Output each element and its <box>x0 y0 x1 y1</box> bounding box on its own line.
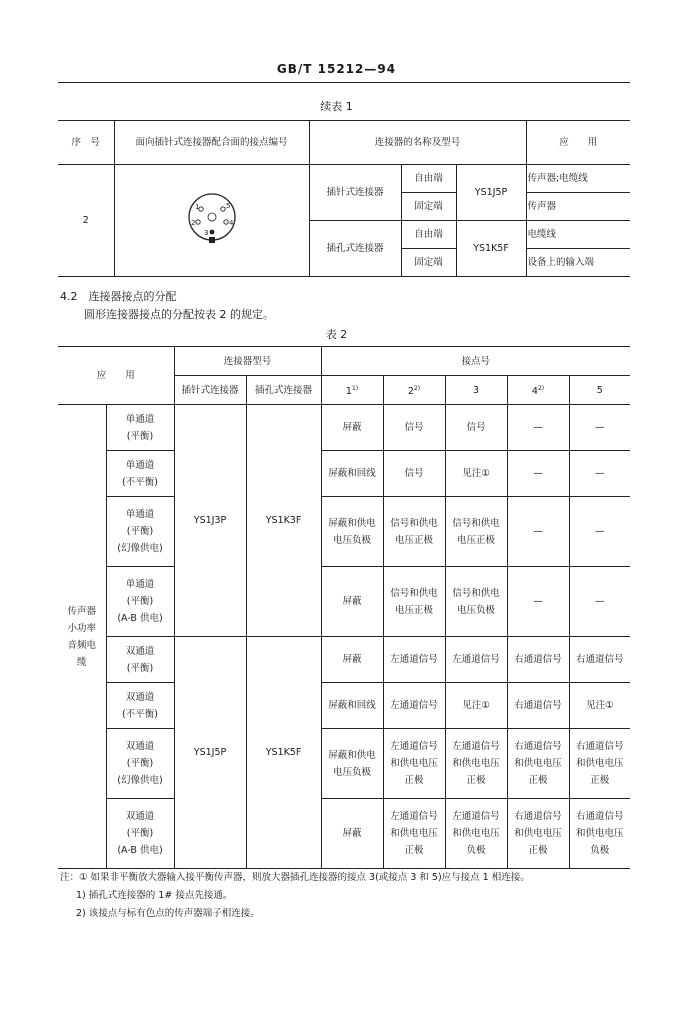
cell-line: 屏蔽和回线 <box>328 468 376 479</box>
pin-assignment-cell <box>569 729 630 799</box>
pin-label: 1 <box>194 203 199 211</box>
t1-model: YS1J5P <box>456 165 526 221</box>
pin-assignment-cell <box>569 451 630 497</box>
table-row <box>58 497 630 567</box>
connector-diagram <box>114 165 309 277</box>
t1-head-pins: 面向插针式连接器配合面的接点编号 <box>114 121 309 165</box>
cell-line: 右通道信号 <box>575 811 624 822</box>
cell-line: — <box>595 526 605 537</box>
application-cell <box>106 567 174 637</box>
t1-use: 电缆线 <box>526 221 630 249</box>
standard-number: GB/T 15212—94 <box>276 62 397 76</box>
pin-assignment-cell <box>383 683 445 729</box>
pin-model-cell: YS1J3P <box>174 405 246 637</box>
cell-line: — <box>533 596 543 607</box>
category-line: 小功率 <box>67 622 96 634</box>
cell-line: 信号 <box>466 422 486 433</box>
cell-line: 左通道信号 <box>452 811 500 822</box>
table2 <box>58 346 630 869</box>
t2-head-socket-type: 插孔式连接器 <box>246 376 321 405</box>
pin-number-header <box>507 376 569 405</box>
cell-line: 电压正极 <box>394 534 433 546</box>
pin-assignment-cell <box>445 451 507 497</box>
header-rule <box>58 82 630 83</box>
pin-assignment-cell <box>507 729 569 799</box>
application-cell <box>106 799 174 869</box>
cell-line: 正极 <box>404 845 424 856</box>
cell-line: 正极 <box>528 775 548 786</box>
pin-assignment-cell <box>445 405 507 451</box>
application-cell <box>106 497 174 567</box>
note-3: 2) 该接点与标有色点的传声器端子相连接。 <box>76 908 260 919</box>
application-line: 单通道 <box>125 509 155 520</box>
cell-line: 信号 <box>404 468 424 479</box>
t1-type: 插针式连接器 <box>309 165 401 221</box>
cell-line: 正极 <box>466 775 486 786</box>
pin-assignment-cell <box>569 637 630 683</box>
t1-use: 传声器;电缆线 <box>526 165 630 193</box>
cell-line: 和供电电压 <box>452 758 500 769</box>
t1-head-name: 连接器的名称及型号 <box>309 121 526 165</box>
pin-model-cell: YS1J5P <box>174 637 246 869</box>
cell-line: 屏蔽和供电 <box>328 749 376 761</box>
cell-line: 和供电电压 <box>514 758 562 769</box>
cell-line: 右通道信号 <box>514 741 562 752</box>
cell-line: 正极 <box>528 845 548 856</box>
cell-line: 正极 <box>590 775 610 786</box>
pin-assignment-cell <box>321 567 383 637</box>
t1-end: 自由端 <box>401 165 456 193</box>
pin-footnote-marker: 1) <box>351 384 359 392</box>
application-line: (平衡) <box>126 596 154 607</box>
cell-line: 正极 <box>404 775 424 786</box>
pin-number: 3 <box>472 384 480 396</box>
cell-line: 和供电电压 <box>575 758 624 769</box>
pin-assignment-cell <box>383 799 445 869</box>
table-row <box>58 405 630 451</box>
application-line: (平衡) <box>126 828 154 839</box>
pin-assignment-cell <box>569 799 630 869</box>
t2-head-pin-type: 插针式连接器 <box>174 376 246 405</box>
cell-line: 屏蔽 <box>342 828 362 839</box>
cell-line: 电压负极 <box>332 766 371 778</box>
t1-use: 设备上的输入端 <box>526 249 630 277</box>
cell-line: 和供电电压 <box>514 828 562 839</box>
table1 <box>58 120 630 277</box>
pin-assignment-cell <box>383 405 445 451</box>
cell-line: 和供电电压 <box>575 828 624 839</box>
pin-assignment-cell <box>507 497 569 567</box>
pin-assignment-cell <box>445 683 507 729</box>
pin-number-header <box>569 376 630 405</box>
cell-line: 信号 <box>404 422 424 433</box>
category-line: 音频电 <box>67 639 96 651</box>
application-line: (A-B 供电) <box>117 845 163 856</box>
section-heading: 4.2 连接器接点的分配 <box>60 290 177 303</box>
cell-line: — <box>595 468 605 479</box>
application-line: (平衡) <box>126 430 154 442</box>
category-line: 传声器 <box>67 605 96 617</box>
pin-assignment-cell <box>445 729 507 799</box>
pin-label: 3 <box>203 229 208 237</box>
t1-model: YS1K5F <box>456 221 526 277</box>
cell-line: 信号和供电 <box>390 587 438 599</box>
pin-assignment-cell <box>507 567 569 637</box>
pin-assignment-cell <box>445 567 507 637</box>
pin-assignment-cell <box>445 799 507 869</box>
application-line: (平衡) <box>126 758 154 769</box>
pin-label: 4 <box>228 219 233 227</box>
cell-line: 和供电电压 <box>390 758 438 769</box>
t2-head-application: 应 用 <box>58 347 174 405</box>
category-cell <box>58 405 106 869</box>
cell-line: 屏蔽和回线 <box>328 700 376 711</box>
pin-assignment-cell <box>383 567 445 637</box>
note-1: 注：① 如果非平衡放大器输入接平衡传声器，则放大器插孔连接器的接点 3(或接点 3 和 5)应与接点 1 相连接。 <box>60 872 530 883</box>
pin-footnote-marker: 2) <box>413 384 421 392</box>
cell-line: 左通道信号 <box>390 741 438 752</box>
application-line: (A-B 供电) <box>117 613 163 624</box>
pin-assignment-cell <box>507 637 569 683</box>
cell-line: 和供电电压 <box>452 828 500 839</box>
cell-line: — <box>533 422 543 433</box>
cell-line: 左通道信号 <box>390 654 438 665</box>
cell-line: 信号和供电 <box>390 517 438 529</box>
cell-line: — <box>533 526 543 537</box>
application-line: 单通道 <box>125 579 155 590</box>
application-line: 单通道 <box>125 413 155 425</box>
cell-line: 右通道信号 <box>575 741 624 752</box>
pin-assignment-cell <box>321 799 383 869</box>
application-line: (平衡) <box>126 526 154 537</box>
cell-line: 电压正极 <box>394 604 433 616</box>
cell-line: 电压负极 <box>456 604 495 616</box>
pin-label: 5 <box>225 202 230 210</box>
pin-assignment-cell <box>383 637 445 683</box>
pin-footnote-marker: 2) <box>537 384 545 392</box>
t1-head-seq: 序 号 <box>58 121 114 165</box>
pin-assignment-cell <box>383 497 445 567</box>
cell-line: 见注① <box>585 700 614 711</box>
pin-assignment-cell <box>569 567 630 637</box>
pin-number: 5 <box>596 384 603 396</box>
section-text: 圆形连接器接点的分配按表 2 的规定。 <box>84 308 274 321</box>
pin-assignment-cell <box>569 405 630 451</box>
pin-label: 2 <box>190 219 195 227</box>
socket-model-cell: YS1K3F <box>246 405 321 637</box>
cell-line: 左通道信号 <box>452 654 500 665</box>
table-row <box>58 567 630 637</box>
application-line: (幻像供电) <box>117 543 163 554</box>
pin-assignment-cell <box>383 451 445 497</box>
pin-assignment-cell <box>383 729 445 799</box>
pin-number-header <box>383 376 445 405</box>
table-row <box>58 729 630 799</box>
application-line: (平衡) <box>126 662 154 674</box>
pin-assignment-cell <box>321 405 383 451</box>
pin-number-header <box>445 376 507 405</box>
cell-line: 左通道信号 <box>390 700 438 711</box>
pin-assignment-cell <box>507 405 569 451</box>
t1-end: 固定端 <box>401 249 456 277</box>
cell-line: 屏蔽 <box>342 422 362 433</box>
connector-pin-face-icon <box>182 187 242 247</box>
category-line: 缆 <box>76 656 87 668</box>
application-line: 双通道 <box>125 645 155 657</box>
pin-assignment-cell <box>321 683 383 729</box>
t1-end: 固定端 <box>401 193 456 221</box>
t2-head-model: 连接器型号 <box>174 347 321 376</box>
application-cell <box>106 405 174 451</box>
cell-line: — <box>595 422 605 433</box>
pin-number-header <box>321 376 383 405</box>
application-cell <box>106 729 174 799</box>
application-line: 双通道 <box>125 741 155 752</box>
cell-line: — <box>595 596 605 607</box>
t1-end: 自由端 <box>401 221 456 249</box>
table-row <box>58 683 630 729</box>
application-line: 双通道 <box>125 691 155 703</box>
cell-line: 屏蔽 <box>342 596 362 607</box>
cell-line: 右通道信号 <box>514 811 562 822</box>
cell-line: 屏蔽和供电 <box>328 517 376 529</box>
note-2: 1) 插孔式连接器的 1# 接点先接通。 <box>76 890 233 901</box>
cell-line: 负极 <box>590 845 610 856</box>
socket-model-cell: YS1K5F <box>246 637 321 869</box>
cell-line: 右通道信号 <box>514 700 562 711</box>
pin-assignment-cell <box>321 637 383 683</box>
pin-assignment-cell <box>321 729 383 799</box>
pin-assignment-cell <box>569 497 630 567</box>
pin-assignment-cell <box>321 451 383 497</box>
cell-line: 负极 <box>466 845 486 856</box>
table-row <box>58 451 630 497</box>
pin-number: 4 <box>531 386 538 398</box>
cell-line: — <box>533 468 543 479</box>
application-line: (幻像供电) <box>117 775 163 786</box>
cell-line: 屏蔽 <box>342 654 362 665</box>
cell-line: 见注① <box>462 700 490 711</box>
cell-line: 电压正极 <box>456 534 495 546</box>
pin-assignment-cell <box>321 497 383 567</box>
application-line: 双通道 <box>125 811 155 822</box>
application-line: (不平衡) <box>122 476 158 488</box>
pin-assignment-cell <box>569 683 630 729</box>
cell-line: 左通道信号 <box>452 741 500 752</box>
cell-line: 电压负极 <box>332 534 371 546</box>
application-cell <box>106 637 174 683</box>
table-row <box>58 637 630 683</box>
pin-assignment-cell <box>507 451 569 497</box>
pin-assignment-cell <box>507 683 569 729</box>
application-line: (不平衡) <box>122 708 158 720</box>
cell-line: 信号和供电 <box>452 517 500 529</box>
cell-line: 和供电电压 <box>390 828 438 839</box>
table2-caption: 表 2 <box>325 328 348 341</box>
notes <box>60 869 530 923</box>
cell-line: 右通道信号 <box>575 654 624 665</box>
t1-type: 插孔式连接器 <box>309 221 401 277</box>
cell-line: 右通道信号 <box>514 654 562 665</box>
table-row <box>58 799 630 869</box>
application-cell <box>106 451 174 497</box>
application-line: 单通道 <box>125 459 155 471</box>
pin-assignment-cell <box>445 637 507 683</box>
table1-caption: 续表 1 <box>320 100 353 113</box>
t1-seq: 2 <box>58 165 114 277</box>
t2-head-pins: 接点号 <box>321 347 630 376</box>
t1-use: 传声器 <box>526 193 630 221</box>
application-cell <box>106 683 174 729</box>
t1-head-use: 应 用 <box>526 121 630 165</box>
pin-number: 1 <box>345 386 352 398</box>
cell-line: 左通道信号 <box>390 811 438 822</box>
cell-line: 见注① <box>462 468 490 479</box>
pin-assignment-cell <box>445 497 507 567</box>
pin-number: 2 <box>407 386 414 398</box>
pin-assignment-cell <box>507 799 569 869</box>
cell-line: 信号和供电 <box>452 587 500 599</box>
